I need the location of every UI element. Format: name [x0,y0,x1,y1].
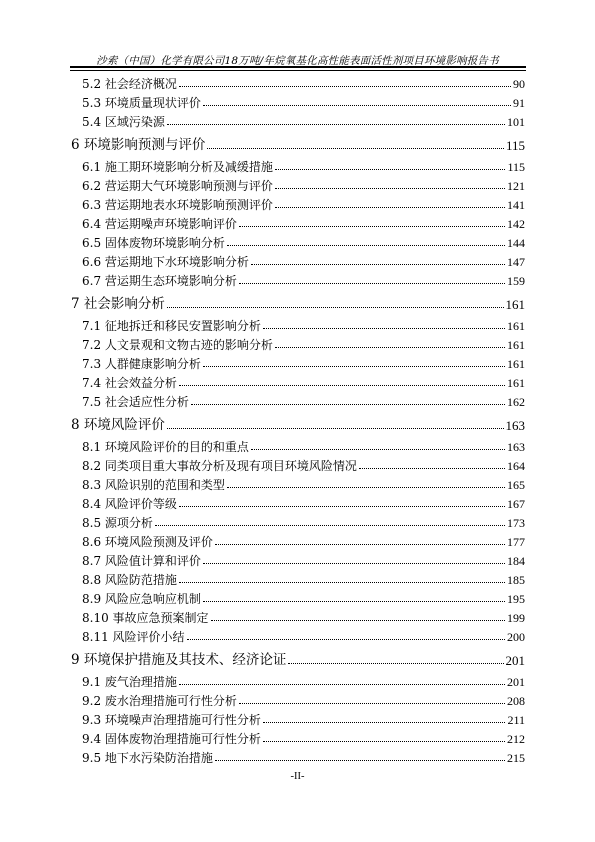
toc-section-entry[interactable] [82,193,525,211]
toc-entry-label: 8.9 风险应急响应机制 [82,592,201,606]
toc-dot-leader [288,663,503,664]
toc-section-entry[interactable] [82,110,525,128]
toc-dot-leader [215,760,505,761]
toc-entry-label: 9.5 地下水污染防治措施 [82,751,213,765]
toc-section-entry[interactable] [82,625,525,643]
toc-entry-page-number: 165 [507,478,525,492]
toc-section-entry[interactable] [82,670,525,688]
toc-dot-leader [239,283,505,284]
toc-section-entry[interactable] [82,746,525,764]
toc-section-entry[interactable] [82,727,525,745]
toc-section-entry[interactable] [82,473,525,491]
toc-entry-page-number: 161 [507,376,525,390]
toc-entry-page-number: 177 [507,535,525,549]
toc-entry-label: 9.3 环境噪声治理措施可行性分析 [82,713,261,727]
toc-entry-page-number: 212 [507,732,525,746]
toc-entry-label: 8.6 环境风险预测及评价 [82,535,213,549]
toc-entry-page-number: 195 [507,592,525,606]
toc-chapter-entry[interactable] [71,132,525,152]
toc-entry-label: 8.7 风险值计算和评价 [82,554,201,568]
toc-entry-label: 7.1 征地拆迁和移民安置影响分析 [82,319,261,333]
toc-dot-leader [239,226,505,227]
toc-entry-label: 6.3 营运期地表水环境影响预测评价 [82,198,273,212]
toc-entry-page-number: 115 [505,138,525,153]
toc-entry-page-number: 141 [507,198,525,212]
toc-entry-page-number: 161 [507,319,525,333]
toc-entry-label: 5.2 社会经济概况 [82,77,177,91]
toc-entry-label: 6 环境影响预测与评价 [71,136,206,153]
toc-section-entry[interactable] [82,174,525,192]
toc-section-entry[interactable] [82,454,525,472]
toc-dot-leader [251,264,505,265]
toc-dot-leader [263,722,506,723]
toc-dot-leader [359,468,505,469]
toc-entry-page-number: 142 [507,217,525,231]
toc-section-entry[interactable] [82,333,525,351]
toc-chapter-entry[interactable] [71,412,525,432]
toc-entry-page-number: 161 [507,357,525,371]
toc-dot-leader [251,449,505,450]
toc-entry-label: 8 环境风险评价 [71,416,165,433]
header-rule-thin [70,70,526,71]
toc-dot-leader [179,385,505,386]
footer-page-number: -II- [290,771,305,782]
toc-entry-page-number: 185 [507,573,525,587]
toc-section-entry[interactable] [82,606,525,624]
toc-dot-leader [263,328,505,329]
toc-entry-page-number: 163 [507,440,525,454]
toc-entry-page-number: 162 [507,395,525,409]
toc-section-entry[interactable] [82,511,525,529]
toc-section-entry[interactable] [82,314,525,332]
toc-entry-label: 9.1 废气治理措施 [82,675,177,689]
toc-section-entry[interactable] [82,250,525,268]
toc-entry-label: 8.8 风险防范措施 [82,573,177,587]
toc-entry-label: 6.2 营运期大气环境影响预测与评价 [82,179,273,193]
toc-dot-leader [203,601,505,602]
toc-entry-label: 6.1 施工期环境影响分析及减缓措施 [82,160,273,174]
toc-dot-leader [239,703,505,704]
toc-section-entry[interactable] [82,492,525,510]
toc-dot-leader [275,347,505,348]
toc-dot-leader [211,620,505,621]
toc-entry-label: 6.7 营运期生态环境影响分析 [82,274,237,288]
toc-entry-page-number: 161 [507,338,525,352]
toc-section-entry[interactable] [82,708,525,726]
toc-entry-label: 9.2 废水治理措施可行性分析 [82,694,237,708]
toc-entry-page-number: 200 [507,630,525,644]
toc-entry-page-number: 167 [507,497,525,511]
toc-entry-page-number: 208 [507,694,525,708]
toc-entry-page-number: 211 [507,713,525,727]
toc-section-entry[interactable] [82,568,525,586]
toc-section-entry[interactable] [82,155,525,173]
toc-entry-label: 5.3 环境质量现状评价 [82,96,201,110]
toc-section-entry[interactable] [82,352,525,370]
header-rule-thick [70,66,526,68]
toc-entry-page-number: 147 [507,255,525,269]
toc-entry-page-number: 173 [507,516,525,530]
toc-entry-page-number: 159 [507,274,525,288]
toc-section-entry[interactable] [82,530,525,548]
toc-dot-leader [227,245,505,246]
toc-section-entry[interactable] [82,231,525,249]
toc-dot-leader [179,506,505,507]
toc-dot-leader [275,188,505,189]
toc-dot-leader [191,404,505,405]
toc-entry-page-number: 121 [507,179,525,193]
toc-entry-label: 5.4 区域污染源 [82,115,165,129]
toc-section-entry[interactable] [82,549,525,567]
toc-dot-leader [203,105,511,106]
toc-dot-leader [215,544,505,545]
toc-dot-leader [203,366,505,367]
toc-entry-label: 8.3 风险识别的范围和类型 [82,478,225,492]
toc-entry-label: 7 社会影响分析 [71,295,165,312]
toc-entry-label: 7.2 人文景观和文物古迹的影响分析 [82,338,273,352]
toc-entry-page-number: 91 [513,96,525,110]
toc-entry-label: 9 环境保护措施及其技术、经济论证 [71,651,287,668]
toc-entry-page-number: 144 [507,236,525,250]
toc-entry-label: 9.4 固体废物治理措施可行性分析 [82,732,261,746]
toc-entry-label: 8.1 环境风险评价的目的和重点 [82,440,249,454]
toc-entry-label: 6.6 营运期地下水环境影响分析 [82,255,249,269]
toc-section-entry[interactable] [82,689,525,707]
toc-entry-label: 7.5 社会适应性分析 [82,395,189,409]
toc-section-entry[interactable] [82,390,525,408]
toc-dot-leader [207,148,504,149]
toc-entry-label: 8.4 风险评价等级 [82,497,177,511]
toc-entry-page-number: 164 [507,459,525,473]
toc-dot-leader [155,525,505,526]
toc-entry-label: 8.5 源项分析 [82,516,153,530]
toc-entry-label: 8.10 事故应急预案制定 [82,611,209,625]
toc-dot-leader [203,563,505,564]
toc-dot-leader [263,741,505,742]
document-header-title: 沙索（中国）化学有限公司18万吨/年烷氧基化高性能表面活性剂项目环境影响报告书 [96,55,499,67]
toc-dot-leader [167,428,504,429]
toc-entry-page-number: 161 [505,297,525,312]
toc-section-entry[interactable] [82,587,525,605]
toc-section-entry[interactable] [82,212,525,230]
toc-entry-label: 8.2 同类项目重大事故分析及现有项目环境风险情况 [82,459,357,473]
toc-entry-page-number: 184 [507,554,525,568]
toc-chapter-entry[interactable] [71,291,525,311]
toc-dot-leader [167,124,505,125]
toc-entry-page-number: 90 [513,77,525,91]
toc-section-entry[interactable] [82,72,525,90]
toc-entry-label: 7.3 人群健康影响分析 [82,357,201,371]
toc-entry-label: 6.4 营运期噪声环境影响评价 [82,217,237,231]
toc-entry-page-number: 101 [507,115,525,129]
toc-dot-leader [179,582,505,583]
toc-dot-leader [275,207,505,208]
toc-entry-label: 8.11 风险评价小结 [82,630,185,644]
toc-dot-leader [227,487,505,488]
toc-entry-page-number: 115 [507,160,525,174]
toc-chapter-entry[interactable] [71,647,525,667]
toc-section-entry[interactable] [82,91,525,109]
toc-dot-leader [275,169,506,170]
toc-entry-label: 6.5 固体废物环境影响分析 [82,236,225,250]
toc-entry-label: 7.4 社会效益分析 [82,376,177,390]
toc-entry-page-number: 215 [507,751,525,765]
toc-entry-page-number: 163 [505,418,525,433]
toc-dot-leader [179,86,511,87]
toc-entry-page-number: 201 [507,675,525,689]
toc-dot-leader [179,684,505,685]
toc-section-entry[interactable] [82,371,525,389]
toc-entry-page-number: 199 [507,611,525,625]
toc-dot-leader [167,307,504,308]
toc-entry-page-number: 201 [505,653,525,668]
toc-section-entry[interactable] [82,269,525,287]
toc-dot-leader [187,639,505,640]
toc-section-entry[interactable] [82,435,525,453]
